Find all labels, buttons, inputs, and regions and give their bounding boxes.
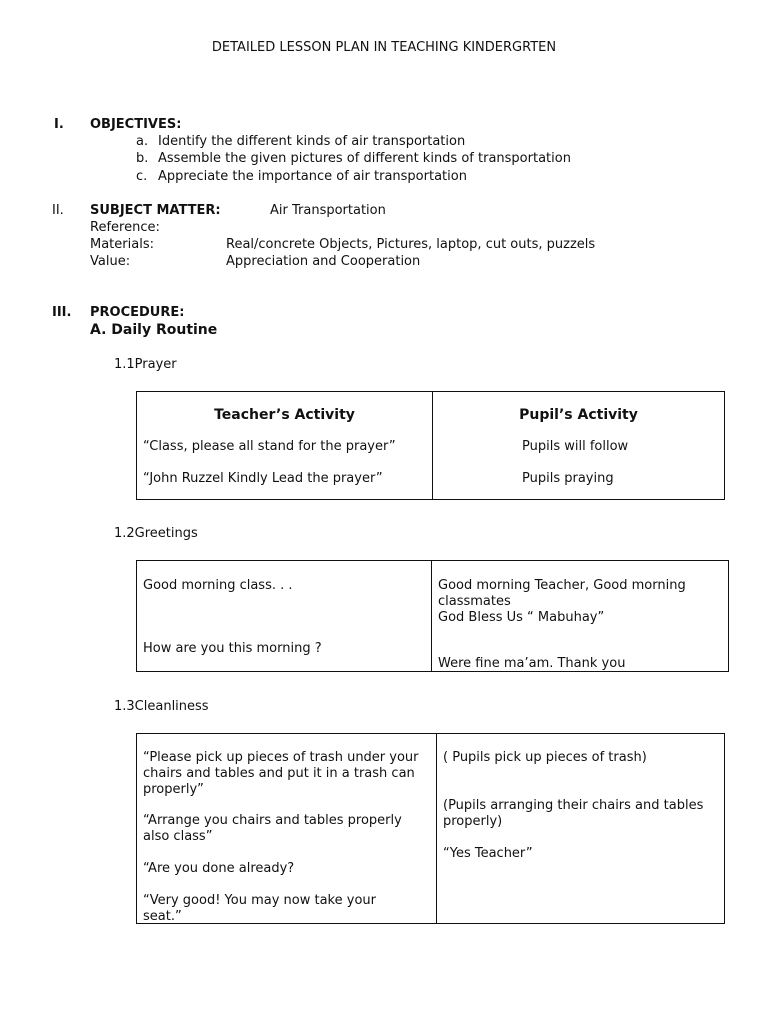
objective-item: Assemble the given pictures of different kinds of transportation (158, 151, 571, 166)
pupil-line: properly) (443, 814, 503, 829)
teacher-line: “John Ruzzel Kindly Lead the prayer” (143, 471, 383, 486)
teacher-line: “Class, please all stand for the prayer” (143, 439, 396, 454)
prayer-table (136, 391, 725, 500)
pupil-line: “Yes Teacher” (443, 846, 533, 861)
teacher-line: Good morning class. . . (143, 578, 293, 593)
teacher-line: “Are you done already? (143, 861, 295, 876)
pupil-activity-cell (433, 392, 725, 500)
pupil-activity-cell (432, 561, 729, 672)
daily-routine-heading: A. Daily Routine (90, 322, 218, 338)
greetings-table (136, 560, 729, 672)
value-label: Value: (90, 254, 131, 269)
teacher-line: seat.” (143, 909, 182, 924)
cleanliness-table (136, 733, 725, 924)
procedure-heading: PROCEDURE: (90, 305, 185, 320)
prayer-heading: 1.1Prayer (114, 357, 177, 372)
teacher-line: “Please pick up pieces of trash under your (143, 750, 419, 765)
procedure-numeral: III. (52, 305, 72, 320)
teacher-line: “Arrange you chairs and tables properly (143, 813, 402, 828)
pupil-activity-cell (437, 734, 725, 924)
teacher-activity-cell (137, 734, 437, 924)
teacher-line: also class” (143, 829, 213, 844)
pupil-line: Pupils praying (522, 471, 614, 486)
objective-item: Identify the different kinds of air transportation (158, 134, 466, 149)
pupil-activity-header: Pupil’s Activity (519, 407, 638, 423)
greetings-heading: 1.2Greetings (114, 526, 198, 541)
materials-label: Materials: (90, 237, 154, 252)
teacher-line: chairs and tables and put it in a trash can (143, 766, 415, 781)
objective-marker: b. (136, 151, 149, 166)
objectives-heading: OBJECTIVES: (90, 117, 182, 132)
teacher-activity-cell (137, 561, 432, 672)
teacher-activity-header: Teacher’s Activity (214, 407, 355, 423)
value-value: Appreciation and Cooperation (226, 254, 421, 269)
cleanliness-heading: 1.3Cleanliness (114, 699, 209, 714)
pupil-line: God Bless Us “ Mabuhay” (438, 610, 605, 625)
pupil-line: (Pupils arranging their chairs and tables (443, 798, 704, 813)
document-title: DETAILED LESSON PLAN IN TEACHING KINDERGRTEN (211, 40, 557, 55)
subject-matter-value: Air Transportation (270, 203, 386, 218)
reference-label: Reference: (90, 220, 160, 235)
teacher-line: “Very good! You may now take your (143, 893, 376, 908)
objective-item: Appreciate the importance of air transportation (158, 169, 467, 184)
pupil-line: Pupils will follow (522, 439, 629, 454)
materials-value: Real/concrete Objects, Pictures, laptop, cut outs, puzzels (226, 237, 596, 252)
pupil-line: ( Pupils pick up pieces of trash) (443, 750, 647, 765)
teacher-line: How are you this morning ? (143, 641, 322, 656)
pupil-line: Were fine ma’am. Thank you (438, 656, 626, 671)
objectives-numeral: I. (54, 117, 64, 132)
pupil-line: Good morning Teacher, Good morning (438, 578, 686, 593)
teacher-activity-cell (137, 392, 433, 500)
subject-matter-heading: SUBJECT MATTER: (90, 203, 221, 218)
teacher-line: properly” (143, 782, 204, 797)
subject-matter-numeral: II. (52, 203, 64, 218)
pupil-line: classmates (438, 594, 511, 609)
objective-marker: c. (136, 169, 148, 184)
objective-marker: a. (136, 134, 149, 149)
